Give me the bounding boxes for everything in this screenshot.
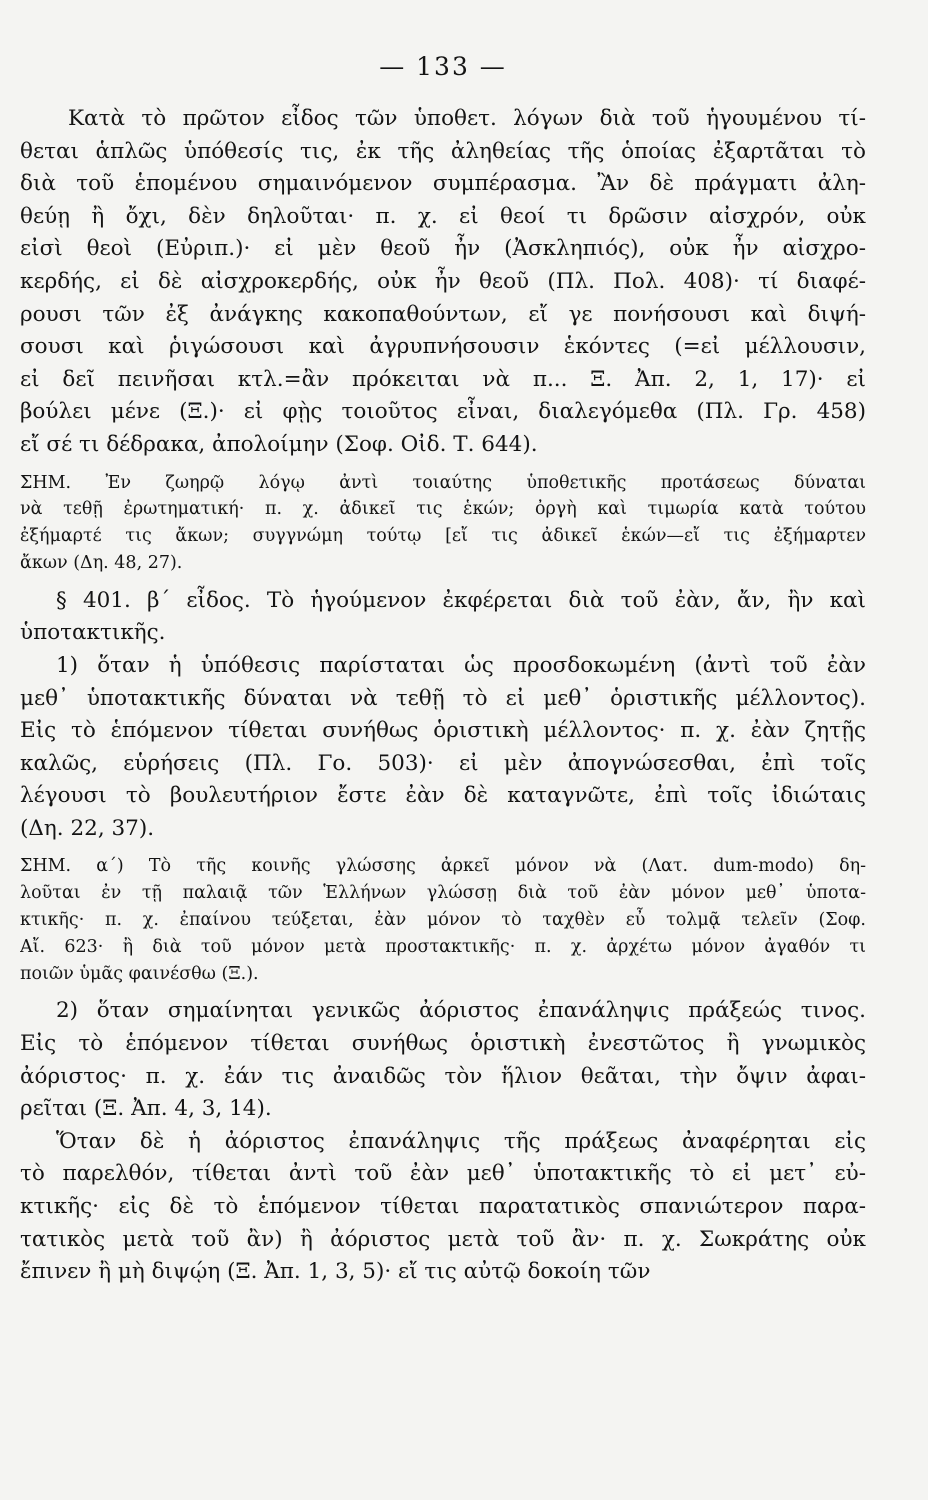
- paragraph: [20, 585, 866, 650]
- text-line: σουσι καὶ ῥιγώσουσι καὶ ἀγρυπνήσουσιν ἑκόντες (=εἰ μέλλουσιν,: [20, 334, 866, 360]
- text-line: νὰ τεθῇ ἐρωτηματική· π. χ. ἀδικεῖ τις ἑκών; ὀργὴ καὶ τιμωρία κατὰ τούτου: [20, 499, 866, 520]
- text-line: λέγουσι τὸ βουλευτήριον ἔστε ἐὰν δὲ καταγνῶτε, ἐπὶ τοῖς ἰδιώταις: [20, 783, 866, 809]
- text-line: ρεῖται (Ξ. Ἀπ. 4, 3, 14).: [20, 1096, 272, 1122]
- text-line: διὰ τοῦ ἑπομένου σημαινόμενον συμπέρασμα. Ἂν δὲ πράγματι ἀλη-: [20, 171, 866, 197]
- text-line: ὑποτακτικῆς.: [20, 620, 166, 646]
- footnote-block: [20, 853, 866, 987]
- text-line: Κατὰ τὸ πρῶτον εἶδος τῶν ὑποθετ. λόγων διὰ τοῦ ἡγουμένου τί-: [68, 106, 866, 131]
- text-line: τατικὸς μετὰ τοῦ ἂν) ἢ ἀόριστος μετὰ τοῦ ἂν· π. χ. Σωκράτης οὐκ: [20, 1226, 866, 1252]
- paragraph: [20, 103, 866, 462]
- text-line: Εἰς τὸ ἑπόμενον τίθεται συνήθως ὁριστικὴ μέλλοντος· π. χ. ἐὰν ζητῇς: [20, 718, 866, 744]
- text-line: εἴ σέ τι δέδρακα, ἀπολοίμην (Σοφ. Οἰδ. Τ. 644).: [20, 431, 538, 457]
- text-line: θεύῃ ἢ ὄχι, δὲν δηλοῦται· π. χ. εἰ θεοί τι δρῶσιν αἰσχρόν, οὐκ: [20, 203, 866, 229]
- paragraph: [20, 650, 866, 846]
- paragraph: [20, 995, 866, 1125]
- text-line: ΣΗΜ. Ἐν ζωηρῷ λόγῳ ἀντὶ τοιαύτης ὑποθετικῆς προτάσεως δύναται: [20, 472, 866, 493]
- page-number: — 133 —: [379, 52, 507, 81]
- text-line: τὸ παρελθόν, τίθεται ἀντὶ τοῦ ἐὰν μεθ᾽ ὑποτακτικῆς τὸ εἰ μετ᾽ εὐ-: [20, 1161, 866, 1187]
- text-line: 1) ὅταν ἡ ὑπόθεσις παρίσταται ὡς προσδοκωμένη (ἀντὶ τοῦ ἐὰν: [56, 652, 866, 678]
- text-line: ἐξήμαρτέ τις ἄκων; συγγνώμη τούτῳ [εἴ τις ἀδικεῖ ἑκών—εἴ τις ἐξήμαρτεν: [20, 526, 866, 547]
- text-line: Αἴ. 623· ἢ διὰ τοῦ μόνον μετὰ προστακτικῆς· π. χ. ἀρχέτω μόνον ἀγαθόν τι: [20, 936, 866, 957]
- text-line: ἄκων (Δη. 48, 27).: [20, 552, 183, 573]
- text-line: Εἰς τὸ ἑπόμενον τίθεται συνήθως ὁριστικὴ ἐνεστῶτος ἢ γνωμικὸς: [20, 1031, 866, 1057]
- paragraph: [20, 1126, 866, 1289]
- text-line: ποιῶν ὑμᾶς φαινέσθω (Ξ.).: [20, 963, 259, 984]
- text-line: ἔπινεν ἢ μὴ διψῴη (Ξ. Ἀπ. 1, 3, 5)· εἴ τις αὐτῷ δοκοίη τῶν: [20, 1259, 651, 1285]
- text-line: 2) ὅταν σημαίνηται γενικῶς ἀόριστος ἐπανάληψις πράξεώς τινος.: [56, 998, 866, 1024]
- text-line: ἀόριστος· π. χ. ἐάν τις ἀναιδῶς τὸν ἥλιον θεᾶται, τὴν ὄψιν ἀφαι-: [20, 1063, 866, 1089]
- text-line: § 401. β΄ εἶδος. Τὸ ἡγούμενον ἐκφέρεται διὰ τοῦ ἐὰν, ἄν, ἢν καὶ: [56, 587, 866, 613]
- text-line: λοῦται ἐν τῇ παλαιᾷ τῶν Ἑλλήνων γλώσσῃ διὰ τοῦ ἐὰν μόνον μεθ᾽ ὑποτα-: [20, 883, 866, 904]
- page-body: [20, 103, 866, 1289]
- text-line: ΣΗΜ. α΄) Τὸ τῆς κοινῆς γλώσσης ἀρκεῖ μόνον νὰ (Λατ. dum-modo) δη-: [20, 856, 866, 877]
- text-line: μεθ᾽ ὑποτακτικῆς δύναται νὰ τεθῇ τὸ εἰ μεθ᾽ ὁριστικῆς μέλλοντος).: [20, 685, 866, 711]
- text-line: κτικῆς· εἰς δὲ τὸ ἑπόμενον τίθεται παρατατικὸς σπανιώτερον παρα-: [20, 1194, 866, 1220]
- text-line: κτικῆς· π. χ. ἐπαίνου τεύξεται, ἐὰν μόνον τὸ ταχθὲν εὖ τολμᾷ τελεῖν (Σοφ.: [20, 910, 866, 931]
- text-line: βούλει μένε (Ξ.)· εἰ φῂς τοιοῦτος εἶναι, διαλεγόμεθα (Πλ. Γρ. 458): [20, 399, 866, 425]
- text-line: εἰ δεῖ πεινῆσαι κτλ.=ἂν πρόκειται νὰ π... Ξ. Ἀπ. 2, 1, 17)· εἰ: [20, 366, 866, 392]
- text-line: ρουσι τῶν ἐξ ἀνάγκης κακοπαθούντων, εἴ γε πονήσουσι καὶ διψή-: [20, 301, 866, 327]
- text-line: (Δη. 22, 37).: [20, 815, 155, 841]
- text-line: εἰσὶ θεοὶ (Εὐριπ.)· εἰ μὲν θεοῦ ἦν (Ἀσκληπιός), οὐκ ἦν αἰσχρο-: [20, 236, 866, 262]
- footnote-block: [20, 470, 866, 577]
- text-line: κερδής, εἰ δὲ αἰσχροκερδής, οὐκ ἦν θεοῦ (Πλ. Πολ. 408)· τί διαφέ-: [20, 268, 866, 294]
- text-line: Ὅταν δὲ ἡ ἀόριστος ἐπανάληψις τῆς πράξεως ἀναφέρηται εἰς: [56, 1128, 866, 1154]
- text-line: θεται ἁπλῶς ὑπόθεσίς τις, ἐκ τῆς ἀληθείας τῆς ὁποίας ἐξαρτᾶται τὸ: [20, 138, 866, 164]
- text-line: καλῶς, εὑρήσεις (Πλ. Γο. 503)· εἰ μὲν ἀπογνώσεσθαι, ἐπὶ τοῖς: [20, 750, 866, 776]
